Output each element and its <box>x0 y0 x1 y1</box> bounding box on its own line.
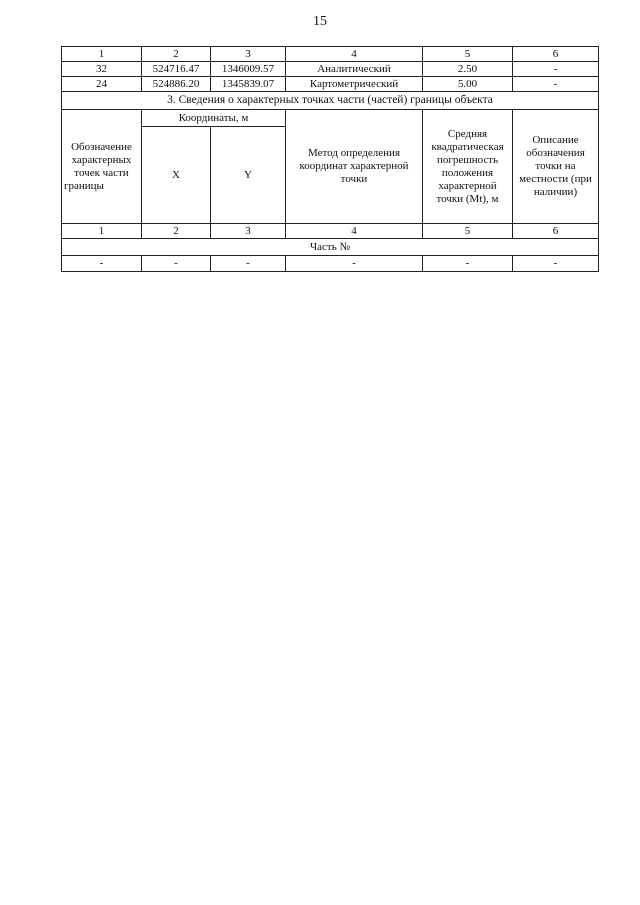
point-designation: 24 <box>62 77 142 92</box>
column-number: 1 <box>62 47 142 62</box>
point-designation: - <box>62 256 142 272</box>
table-row <box>62 77 599 92</box>
column-number: 2 <box>142 47 211 62</box>
column-number: 4 <box>286 224 423 239</box>
column-number: 6 <box>513 47 599 62</box>
table-row <box>62 62 599 77</box>
accuracy-header: Средняя квадратическая погрешность положения характерной точки (Mt), м <box>423 110 513 224</box>
point-description: - <box>513 256 599 272</box>
accuracy-value: 5.00 <box>423 77 513 92</box>
determination-method: Картометрический <box>286 77 423 92</box>
table-row <box>62 256 599 272</box>
x-header: X <box>142 127 211 224</box>
boundary-points-table <box>61 46 599 272</box>
method-header: Метод определения координат характерной точки <box>286 110 423 224</box>
column-numbers-row <box>62 47 599 62</box>
accuracy-value: - <box>423 256 513 272</box>
column-numbers-row <box>62 224 599 239</box>
column-number: 5 <box>423 224 513 239</box>
part-row <box>62 239 599 256</box>
column-number: 6 <box>513 224 599 239</box>
y-header: Y <box>211 127 286 224</box>
determination-method: - <box>286 256 423 272</box>
coordinate-x: 524886.20 <box>142 77 211 92</box>
determination-method: Аналитический <box>286 62 423 77</box>
column-number: 4 <box>286 47 423 62</box>
designation-header: Обозначение характерных точек части границы <box>62 110 142 224</box>
page-number: 15 <box>313 14 327 29</box>
coordinate-y: 1346009.57 <box>211 62 286 77</box>
accuracy-value: 2.50 <box>423 62 513 77</box>
description-header: Описание обозначения точки на местности (при наличии) <box>513 110 599 224</box>
point-description: - <box>513 62 599 77</box>
point-description: - <box>513 77 599 92</box>
section-title: 3. Сведения о характерных точках части (частей) границы объекта <box>62 92 599 110</box>
coordinates-header: Координаты, м <box>142 110 286 127</box>
coordinate-y: 1345839.07 <box>211 77 286 92</box>
column-number: 3 <box>211 224 286 239</box>
column-number: 5 <box>423 47 513 62</box>
column-number: 3 <box>211 47 286 62</box>
coordinate-y: - <box>211 256 286 272</box>
point-designation: 32 <box>62 62 142 77</box>
coordinate-x: - <box>142 256 211 272</box>
section-title-row <box>62 92 599 110</box>
part-label: Часть № <box>62 239 599 256</box>
column-number: 2 <box>142 224 211 239</box>
coordinate-x: 524716.47 <box>142 62 211 77</box>
header-row <box>62 110 599 127</box>
column-number: 1 <box>62 224 142 239</box>
